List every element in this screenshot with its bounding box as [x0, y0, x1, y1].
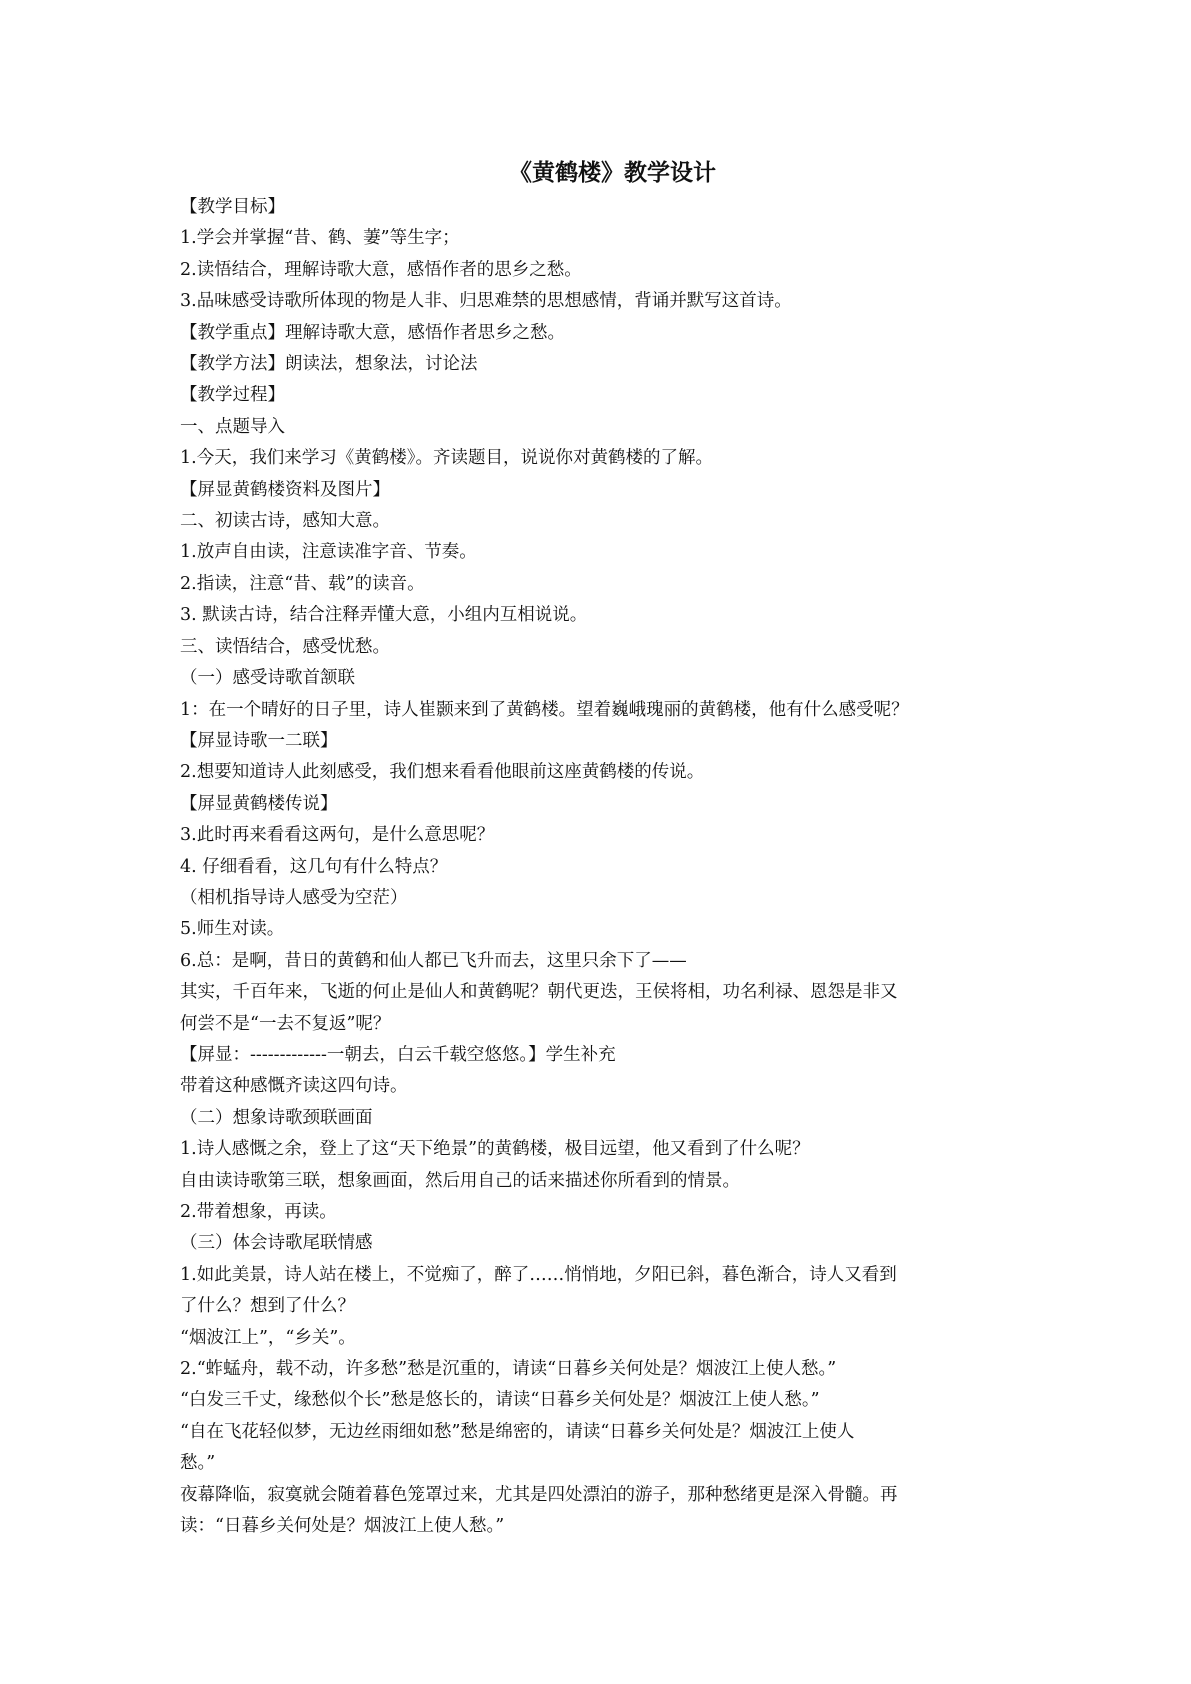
paragraph: （相机指导诗人感受为空茫）: [180, 887, 408, 908]
paragraph: （三）体会诗歌尾联情感: [180, 1233, 373, 1254]
paragraph: 了什么？想到了什么？: [180, 1296, 355, 1317]
paragraph: 一、点题导入: [180, 416, 285, 437]
paragraph: 1：在一个晴好的日子里，诗人崔颢来到了黄鹤楼。望着巍峨瑰丽的黄鹤楼，他有什么感受呢？: [180, 699, 909, 720]
document-title: 《黄鹤楼》教学设计: [509, 159, 716, 186]
paragraph: “自在飞花轻似梦，无边丝雨细如愁”愁是绵密的，请读“日暮乡关何处是？烟波江上使人: [180, 1421, 855, 1442]
paragraph: 其实，千百年来，飞逝的何止是仙人和黄鹤呢？朝代更迭，王侯将相，功名利禄、恩怨是非又: [180, 982, 898, 1003]
paragraph: 愁。”: [180, 1453, 216, 1474]
paragraph: 三、读悟结合，感受忧愁。: [180, 636, 390, 657]
paragraph: “白发三千丈，缘愁似个长”愁是悠长的，请读“日暮乡关何处是？烟波江上使人愁。”: [180, 1390, 820, 1411]
paragraph: 【屏显：-------------一朝去，白云千载空悠悠。】学生补充: [180, 1044, 616, 1065]
paragraph: 读：“日暮乡关何处是？烟波江上使人愁。”: [180, 1516, 505, 1537]
paragraph: 【教学目标】: [180, 197, 285, 217]
paragraph: 2.读悟结合，理解诗歌大意，感悟作者的思乡之愁。: [180, 259, 582, 280]
paragraph: 夜幕降临，寂寞就会随着暮色笼罩过来，尤其是四处漂泊的游子，那种愁绪更是深入骨髓。再: [180, 1484, 898, 1505]
paragraph: 【屏显黄鹤楼资料及图片】: [180, 479, 390, 500]
paragraph: 1.诗人感慨之余，登上了这“天下绝景”的黄鹤楼，极目远望，他又看到了什么呢？: [180, 1139, 810, 1160]
paragraph: 【教学方法】朗读法，想象法，讨论法: [180, 354, 478, 375]
paragraph: 【教学过程】: [180, 385, 285, 406]
paragraph: 【屏显诗歌一二联】: [180, 730, 338, 751]
paragraph: 带着这种感慨齐读这四句诗。: [180, 1076, 408, 1097]
paragraph: 1.今天，我们来学习《黄鹤楼》。齐读题目，说说你对黄鹤楼的了解。: [180, 448, 713, 469]
paragraph: 2.指读，注意“昔、载”的读音。: [180, 573, 425, 594]
paragraph: 6.总：是啊，昔日的黄鹤和仙人都已飞升而去，这里只余下了——: [180, 950, 687, 971]
paragraph: 3.品味感受诗歌所体现的物是人非、归思难禁的思想感情，背诵并默写这首诗。: [180, 291, 792, 312]
paragraph: （一）感受诗歌首颔联: [180, 668, 355, 689]
document-body: [180, 192, 1025, 1542]
paragraph: 1.学会并掌握“昔、鹤、萋”等生字；: [180, 228, 460, 249]
paragraph: 3.此时再来看看这两句，是什么意思呢？: [180, 825, 495, 846]
paragraph: 2.带着想象，再读。: [180, 1202, 337, 1222]
paragraph: 3. 默读古诗，结合注释弄懂大意，小组内互相说说。: [180, 605, 588, 626]
paragraph: （二）想象诗歌颈联画面: [180, 1107, 373, 1128]
paragraph: 5.师生对读。: [180, 919, 285, 940]
paragraph: 何尝不是“一去不复返”呢？: [180, 1013, 391, 1034]
paragraph: 二、初读古诗，感知大意。: [180, 511, 390, 532]
paragraph: 4. 仔细看看，这几句有什么特点？: [180, 856, 448, 877]
paragraph: 【屏显黄鹤楼传说】: [180, 793, 338, 814]
paragraph: 自由读诗歌第三联，想象画面，然后用自己的话来描述你所看到的情景。: [180, 1170, 740, 1191]
paragraph: 1.如此美景，诗人站在楼上，不觉痴了，醉了……悄悄地，夕阳已斜，暮色渐合，诗人又看到: [180, 1264, 897, 1285]
paragraph: 2.“蚱蜢舟，载不动，许多愁”愁是沉重的，请读“日暮乡关何处是？烟波江上使人愁。”: [180, 1359, 837, 1380]
paragraph: “烟波江上”，“乡关”。: [180, 1327, 356, 1348]
paragraph: 1.放声自由读，注意读准字音、节奏。: [180, 542, 477, 563]
paragraph: 【教学重点】理解诗歌大意，感悟作者思乡之愁。: [180, 322, 565, 343]
paragraph: 2.想要知道诗人此刻感受，我们想来看看他眼前这座黄鹤楼的传说。: [180, 762, 705, 783]
